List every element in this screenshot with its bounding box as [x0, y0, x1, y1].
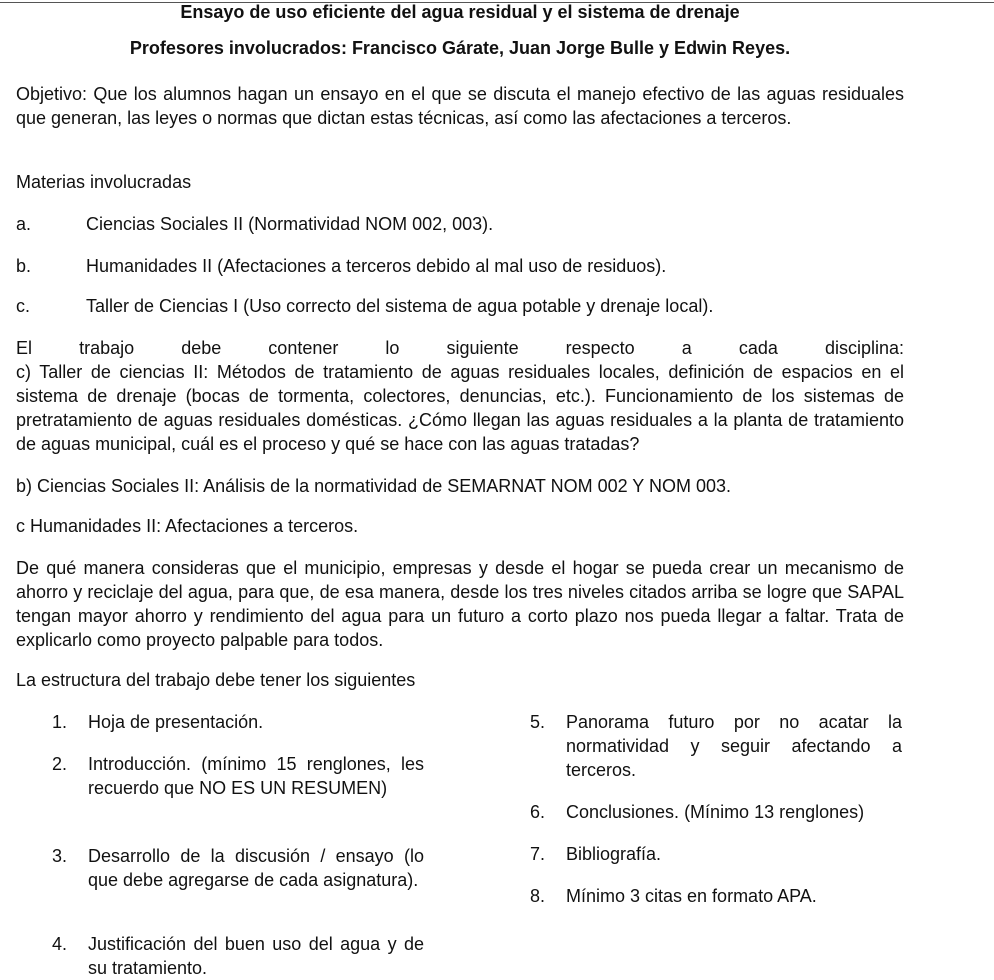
structure-item-6 [530, 800, 902, 824]
subjects-heading: Materias involucradas [16, 172, 192, 192]
structure-item-8 [530, 884, 902, 908]
section-humanities-line: c Humanidades II: Afectaciones a terceros. [16, 516, 359, 536]
item-text: Conclusiones. (Mínimo 13 renglones) [566, 802, 865, 822]
item-number: 4. [52, 934, 68, 954]
subject-text: Humanidades II (Afectaciones a terceros debido al mal uso de residuos). [86, 256, 667, 276]
item-number: 5. [530, 712, 546, 732]
document-title: Ensayo de uso eficiente del agua residual y el sistema de drenaje [180, 2, 740, 22]
structure-item-4 [52, 932, 428, 980]
section-b-line: b) Ciencias Sociales II: Análisis de la normatividad de SEMARNAT NOM 002 Y NOM 003. [16, 476, 731, 496]
structure-heading: La estructura del trabajo debe tener los siguientes [16, 670, 416, 690]
subject-item-b [16, 254, 916, 278]
professors-line: Profesores involucrados: Francisco Gárate, Juan Jorge Bulle y Edwin Reyes. [129, 38, 791, 58]
item-text: Introducción. (mínimo 15 renglones, les recuerdo que NO ES UN RESUMEN) [88, 754, 424, 798]
subject-item-c [16, 294, 916, 318]
structure-item-5 [530, 710, 902, 782]
structure-item-1 [52, 710, 428, 734]
item-text: Hoja de presentación. [88, 712, 264, 732]
subject-marker: b. [16, 256, 32, 276]
item-number: 1. [52, 712, 68, 732]
subject-marker: a. [16, 214, 32, 234]
section-c-paragraph: c) Taller de ciencias II: Métodos de tratamiento de aguas residuales locales, definición de espacios en el sistema de drenaje (bocas de tormenta, colectores, denuncias, etc.). Funcionamiento de los sistemas de pretratamiento de aguas residuales domésticas. ¿Cómo llegan las aguas residuales a la planta de tratamiento de aguas municipal, cuál es el proceso y qué se hace con las aguas tratadas? [16, 362, 904, 454]
item-text: Bibliografía. [566, 844, 662, 864]
item-number: 2. [52, 754, 68, 774]
subject-text: Ciencias Sociales II (Normatividad NOM 002, 003). [86, 214, 494, 234]
item-number: 6. [530, 802, 546, 822]
item-number: 8. [530, 886, 546, 906]
subject-text: Taller de Ciencias I (Uso correcto del sistema de agua potable y drenaje local). [86, 296, 714, 316]
subject-item-a [16, 212, 916, 236]
item-text: Mínimo 3 citas en formato APA. [566, 886, 817, 906]
structure-item-7 [530, 842, 902, 866]
item-number: 3. [52, 846, 68, 866]
item-text: Panorama futuro por no acatar la normatividad y seguir afectando a terceros. [566, 712, 902, 780]
question-paragraph: De qué manera consideras que el municipio, empresas y desde el hogar se pueda crear un mecanismo de ahorro y reciclaje del agua, para que, de esa manera, desde los tres niveles citados arriba se logre que SAPAL tengan mayor ahorro y rendimiento del agua para un futuro a corto plazo nos pueda llegar a faltar. Trata de explicarlo como proyecto palpable para todos. [16, 558, 904, 650]
structure-item-2 [52, 752, 428, 800]
subject-marker: c. [16, 296, 31, 316]
structure-item-3 [52, 844, 428, 892]
objective-paragraph: Objetivo: Que los alumnos hagan un ensayo en el que se discuta el manejo efectivo de las aguas residuales que generan, las leyes o normas que dictan estas técnicas, así como las afectaciones a terceros. [16, 84, 904, 128]
item-text: Desarrollo de la discusión / ensayo (lo que debe agregarse de cada asignatura). [88, 846, 424, 890]
item-number: 7. [530, 844, 546, 864]
item-text: Justificación del buen uso del agua y de su tratamiento. [88, 934, 424, 978]
work-intro: El trabajo debe contener lo siguiente respecto a cada disciplina: [16, 338, 904, 358]
